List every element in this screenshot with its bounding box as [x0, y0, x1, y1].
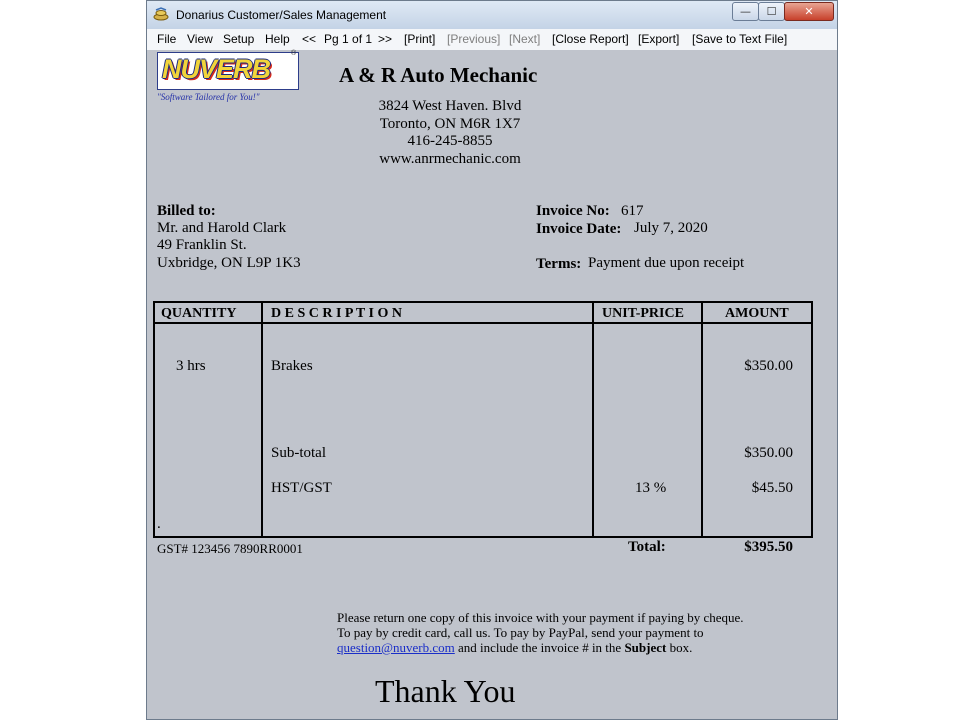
gst-number: GST# 123456 7890RR0001: [157, 541, 303, 556]
line-items-table: [153, 301, 813, 538]
menu-file[interactable]: File: [157, 32, 177, 46]
menu-view[interactable]: View: [187, 32, 213, 46]
app-icon: [153, 7, 169, 21]
window-title: Donarius Customer/Sales Management: [176, 8, 387, 22]
invoice-date: July 7, 2020: [634, 220, 708, 236]
payment-note-cheque: Please return one copy of this invoice with your payment if paying by cheque.: [337, 610, 744, 625]
subtotal-amount: $350.00: [744, 445, 793, 461]
close-button[interactable]: ✕: [784, 2, 834, 21]
col-header-amount: AMOUNT: [725, 306, 789, 321]
table-divider: [261, 301, 263, 538]
invoice-no-label: Invoice No:: [536, 203, 610, 219]
subtotal-label: Sub-total: [271, 445, 326, 461]
row-quantity: 3 hrs: [176, 358, 206, 374]
next-page-button[interactable]: >>: [378, 32, 393, 46]
billed-name: Mr. and Harold Clark: [157, 220, 287, 236]
table-header-rule: [153, 322, 813, 324]
menu-bar: [147, 29, 837, 51]
payment-note-paypal: To pay by credit card, call us. To pay by PayPal, send your payment to: [337, 625, 704, 640]
company-city: Toronto, ON M6R 1X7: [379, 116, 521, 132]
menu-help[interactable]: Help: [265, 32, 290, 46]
save-text-file-button[interactable]: [Save to Text File]: [692, 32, 788, 46]
col-header-description: D E S C R I P T I O N: [271, 306, 402, 321]
total-label: Total:: [628, 539, 666, 555]
thank-you-text: Thank You: [375, 673, 516, 709]
minimize-button[interactable]: —: [732, 2, 759, 21]
menu-setup[interactable]: Setup: [223, 32, 255, 46]
table-marker: .: [157, 516, 161, 532]
previous-button[interactable]: [Previous]: [447, 32, 501, 46]
payment-note-email: [337, 640, 692, 656]
export-button[interactable]: [Export]: [638, 32, 680, 46]
app-window: [146, 0, 838, 720]
billed-to-label: Billed to:: [157, 203, 216, 219]
note-subject: Subject: [624, 640, 667, 655]
invoice-no: 617: [621, 203, 644, 219]
table-divider: [701, 301, 703, 538]
tax-amount: $45.50: [751, 480, 793, 496]
col-header-quantity: QUANTITY: [161, 306, 237, 321]
next-button[interactable]: [Next]: [509, 32, 541, 46]
billed-city: Uxbridge, ON L9P 1K3: [157, 255, 301, 271]
invoice-report: [147, 50, 837, 720]
company-logo: [157, 52, 299, 90]
billed-street: 49 Franklin St.: [157, 237, 247, 253]
total-amount: $395.50: [744, 539, 793, 555]
row-description: Brakes: [271, 358, 313, 374]
close-report-button[interactable]: [Close Report]: [552, 32, 629, 46]
company-phone: 416-245-8855: [407, 133, 493, 149]
print-button[interactable]: [Print]: [404, 32, 436, 46]
email-link[interactable]: question@nuverb.com: [337, 640, 455, 655]
company-name: A & R Auto Mechanic: [339, 63, 538, 87]
tax-rate: 13 %: [635, 480, 667, 496]
terms-value: Payment due upon receipt: [588, 255, 745, 271]
tax-label: HST/GST: [271, 480, 332, 496]
terms-label: Terms:: [536, 256, 582, 272]
note-text: and include the invoice # in the: [454, 640, 625, 655]
company-website: www.anrmechanic.com: [379, 151, 521, 167]
row-amount: $350.00: [744, 358, 793, 374]
col-header-unit-price: UNIT-PRICE: [602, 306, 684, 321]
logo-tagline: "Software Tailored for You!": [157, 92, 260, 102]
maximize-button[interactable]: ☐: [758, 2, 785, 21]
prev-page-button[interactable]: <<: [302, 32, 317, 46]
page-indicator: Pg 1 of 1: [324, 32, 373, 46]
invoice-date-label: Invoice Date:: [536, 221, 622, 237]
note-text-end: box.: [666, 640, 693, 655]
registered-mark: ®: [291, 50, 297, 57]
company-street: 3824 West Haven. Blvd: [378, 98, 522, 114]
logo-text: NUVERB: [162, 54, 271, 84]
table-divider: [592, 301, 594, 538]
title-bar[interactable]: [147, 1, 837, 29]
